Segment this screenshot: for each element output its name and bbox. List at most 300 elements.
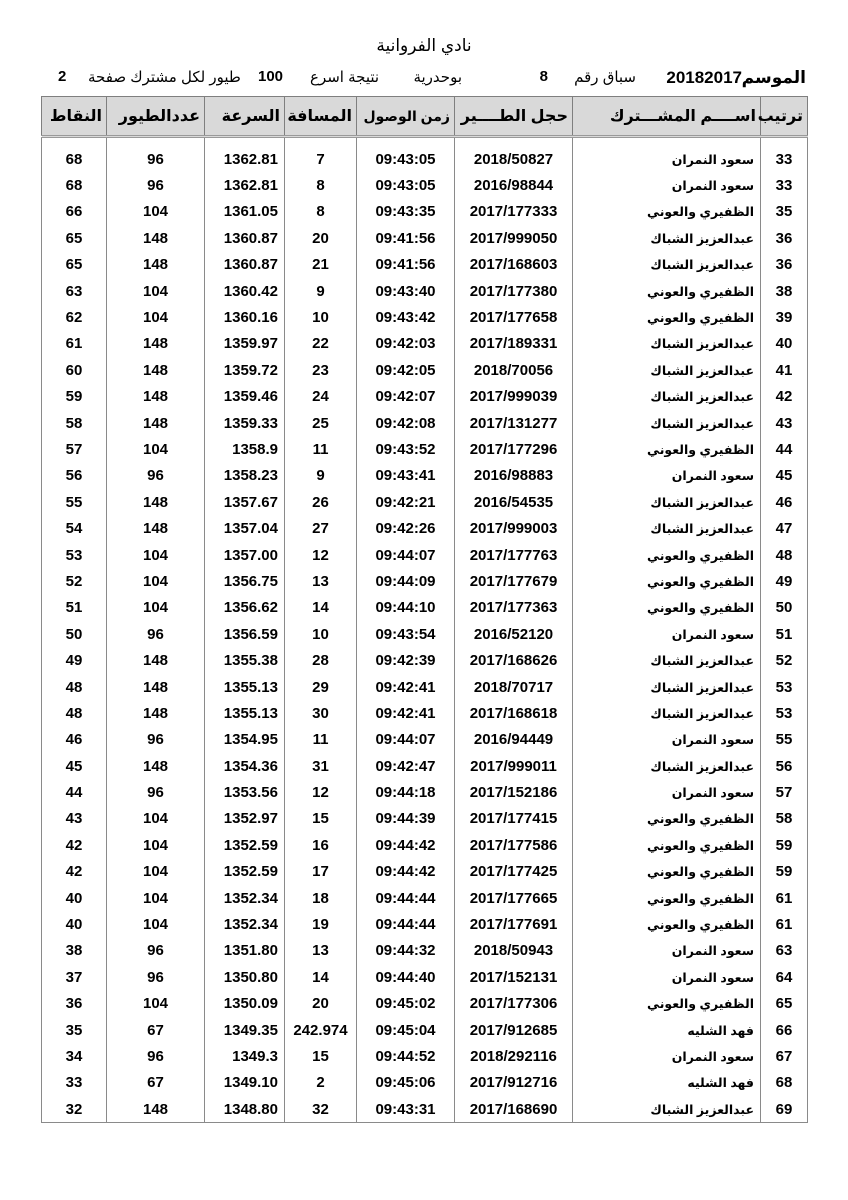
cell-distance: 9 — [285, 463, 357, 489]
column-header-distance: المسافة — [285, 97, 357, 137]
season-label: الموسم — [741, 68, 806, 87]
cell-time: 09:43:40 — [357, 278, 455, 304]
cell-name: عبدالعزيز الشباك — [573, 700, 761, 726]
cell-name: عبدالعزيز الشباك — [573, 753, 761, 779]
cell-time: 09:42:08 — [357, 410, 455, 436]
race-info-row — [40, 68, 806, 90]
cell-birds: 104 — [107, 885, 205, 911]
cell-time: 09:43:35 — [357, 199, 455, 225]
cell-speed: 1360.16 — [205, 304, 285, 330]
cell-speed: 1355.13 — [205, 674, 285, 700]
cell-name: سعود النمران — [573, 779, 761, 805]
cell-birds: 96 — [107, 727, 205, 753]
cell-distance: 10 — [285, 304, 357, 330]
cell-name: الظفيري والعوني — [573, 859, 761, 885]
cell-speed: 1359.46 — [205, 384, 285, 410]
cell-distance: 18 — [285, 885, 357, 911]
cell-speed: 1358.23 — [205, 463, 285, 489]
cell-rank: 59 — [761, 832, 808, 858]
cell-name: الظفيري والعوني — [573, 568, 761, 594]
cell-birds: 104 — [107, 595, 205, 621]
table-row — [42, 515, 808, 541]
cell-birds: 104 — [107, 832, 205, 858]
cell-rank: 50 — [761, 595, 808, 621]
cell-rank: 35 — [761, 199, 808, 225]
cell-name: عبدالعزيز الشباك — [573, 647, 761, 673]
column-header-time: زمن الوصول — [357, 97, 455, 137]
cell-name: عبدالعزيز الشباك — [573, 410, 761, 436]
cell-time: 09:44:42 — [357, 859, 455, 885]
results-body — [42, 137, 808, 1123]
cell-ring: 2017/999039 — [455, 384, 573, 410]
cell-rank: 44 — [761, 436, 808, 462]
cell-rank: 39 — [761, 304, 808, 330]
cell-points: 68 — [42, 146, 107, 172]
cell-ring: 2017/177691 — [455, 911, 573, 937]
cell-points: 36 — [42, 991, 107, 1017]
cell-points: 60 — [42, 357, 107, 383]
cell-points: 46 — [42, 727, 107, 753]
cell-birds: 104 — [107, 199, 205, 225]
cell-speed: 1362.81 — [205, 172, 285, 198]
cell-points: 62 — [42, 304, 107, 330]
cell-distance: 14 — [285, 595, 357, 621]
cell-rank: 42 — [761, 384, 808, 410]
cell-name: سعود النمران — [573, 938, 761, 964]
cell-time: 09:44:10 — [357, 595, 455, 621]
table-row — [42, 463, 808, 489]
cell-birds: 148 — [107, 753, 205, 779]
cell-ring: 2017/177296 — [455, 436, 573, 462]
cell-ring: 2017/912716 — [455, 1070, 573, 1096]
table-row — [42, 331, 808, 357]
cell-birds: 104 — [107, 568, 205, 594]
cell-speed: 1355.38 — [205, 647, 285, 673]
cell-rank: 61 — [761, 911, 808, 937]
cell-rank: 33 — [761, 172, 808, 198]
race-location: بوحدرية — [413, 69, 462, 86]
table-row — [42, 700, 808, 726]
cell-points: 55 — [42, 489, 107, 515]
cell-speed: 1353.56 — [205, 779, 285, 805]
table-row — [42, 146, 808, 172]
cell-birds: 96 — [107, 621, 205, 647]
cell-birds: 96 — [107, 463, 205, 489]
cell-name: عبدالعزيز الشباك — [573, 225, 761, 251]
cell-rank: 55 — [761, 727, 808, 753]
cell-points: 34 — [42, 1043, 107, 1069]
cell-points: 49 — [42, 647, 107, 673]
cell-rank: 59 — [761, 859, 808, 885]
cell-speed: 1350.09 — [205, 991, 285, 1017]
cell-name: الظفيري والعوني — [573, 832, 761, 858]
cell-birds: 104 — [107, 278, 205, 304]
cell-distance: 16 — [285, 832, 357, 858]
cell-birds: 148 — [107, 384, 205, 410]
cell-rank: 46 — [761, 489, 808, 515]
table-row — [42, 199, 808, 225]
table-row — [42, 172, 808, 198]
cell-time: 09:43:54 — [357, 621, 455, 647]
cell-time: 09:42:41 — [357, 674, 455, 700]
cell-name: الظفيري والعوني — [573, 885, 761, 911]
cell-ring: 2017/131277 — [455, 410, 573, 436]
cell-time: 09:44:42 — [357, 832, 455, 858]
cell-speed: 1360.87 — [205, 252, 285, 278]
cell-rank: 36 — [761, 225, 808, 251]
cell-distance: 32 — [285, 1096, 357, 1123]
cell-birds: 104 — [107, 806, 205, 832]
cell-name: سعود النمران — [573, 1043, 761, 1069]
cell-birds: 96 — [107, 1043, 205, 1069]
cell-rank: 45 — [761, 463, 808, 489]
cell-ring: 2017/999050 — [455, 225, 573, 251]
cell-rank: 33 — [761, 146, 808, 172]
column-header-rank: ترتيب — [761, 97, 808, 137]
table-row — [42, 542, 808, 568]
cell-ring: 2017/168626 — [455, 647, 573, 673]
cell-time: 09:42:26 — [357, 515, 455, 541]
cell-time: 09:44:07 — [357, 542, 455, 568]
cell-name: سعود النمران — [573, 964, 761, 990]
cell-time: 09:44:39 — [357, 806, 455, 832]
cell-speed: 1349.10 — [205, 1070, 285, 1096]
season-value: 20182017 — [666, 68, 742, 87]
cell-birds: 148 — [107, 252, 205, 278]
cell-rank: 64 — [761, 964, 808, 990]
cell-time: 09:42:03 — [357, 331, 455, 357]
table-row — [42, 1043, 808, 1069]
cell-ring: 2017/189331 — [455, 331, 573, 357]
cell-ring: 2017/177415 — [455, 806, 573, 832]
cell-rank: 38 — [761, 278, 808, 304]
cell-speed: 1357.00 — [205, 542, 285, 568]
cell-time: 09:45:04 — [357, 1017, 455, 1043]
table-row — [42, 727, 808, 753]
cell-ring: 2017/999011 — [455, 753, 573, 779]
cell-distance: 14 — [285, 964, 357, 990]
cell-distance: 23 — [285, 357, 357, 383]
cell-ring: 2017/168603 — [455, 252, 573, 278]
cell-birds: 148 — [107, 700, 205, 726]
cell-ring: 2017/177586 — [455, 832, 573, 858]
cell-points: 40 — [42, 885, 107, 911]
result-label: نتيجة اسرع — [310, 69, 380, 86]
cell-speed: 1361.05 — [205, 199, 285, 225]
cell-speed: 1351.80 — [205, 938, 285, 964]
table-row — [42, 1017, 808, 1043]
cell-distance: 7 — [285, 146, 357, 172]
cell-name: الظفيري والعوني — [573, 806, 761, 832]
table-header-row — [42, 97, 808, 137]
cell-ring: 2017/168690 — [455, 1096, 573, 1123]
cell-name: الظفيري والعوني — [573, 304, 761, 330]
cell-rank: 68 — [761, 1070, 808, 1096]
cell-time: 09:42:07 — [357, 384, 455, 410]
table-row — [42, 938, 808, 964]
cell-birds: 104 — [107, 859, 205, 885]
cell-birds: 96 — [107, 938, 205, 964]
cell-rank: 65 — [761, 991, 808, 1017]
cell-speed: 1354.36 — [205, 753, 285, 779]
cell-birds: 148 — [107, 1096, 205, 1123]
cell-name: الظفيري والعوني — [573, 278, 761, 304]
cell-points: 56 — [42, 463, 107, 489]
cell-points: 54 — [42, 515, 107, 541]
cell-speed: 1355.13 — [205, 700, 285, 726]
cell-speed: 1349.35 — [205, 1017, 285, 1043]
cell-rank: 67 — [761, 1043, 808, 1069]
cell-time: 09:44:18 — [357, 779, 455, 805]
cell-ring: 2016/52120 — [455, 621, 573, 647]
cell-ring: 2017/152186 — [455, 779, 573, 805]
cell-birds: 96 — [107, 172, 205, 198]
cell-points: 50 — [42, 621, 107, 647]
cell-time: 09:43:31 — [357, 1096, 455, 1123]
cell-ring: 2018/50943 — [455, 938, 573, 964]
cell-ring: 2017/177763 — [455, 542, 573, 568]
cell-distance: 22 — [285, 331, 357, 357]
cell-rank: 53 — [761, 674, 808, 700]
cell-points: 48 — [42, 700, 107, 726]
cell-time: 09:42:41 — [357, 700, 455, 726]
table-row — [42, 859, 808, 885]
cell-distance: 8 — [285, 199, 357, 225]
cell-ring: 2017/999003 — [455, 515, 573, 541]
cell-points: 57 — [42, 436, 107, 462]
results-table — [41, 96, 808, 1123]
cell-time: 09:42:21 — [357, 489, 455, 515]
cell-speed: 1360.87 — [205, 225, 285, 251]
table-row — [42, 1070, 808, 1096]
cell-speed: 1357.04 — [205, 515, 285, 541]
cell-birds: 148 — [107, 515, 205, 541]
cell-time: 09:43:41 — [357, 463, 455, 489]
cell-points: 58 — [42, 410, 107, 436]
cell-distance: 19 — [285, 911, 357, 937]
cell-name: الظفيري والعوني — [573, 436, 761, 462]
cell-points: 42 — [42, 859, 107, 885]
cell-distance: 25 — [285, 410, 357, 436]
cell-speed: 1360.42 — [205, 278, 285, 304]
cell-points: 42 — [42, 832, 107, 858]
cell-rank: 51 — [761, 621, 808, 647]
cell-rank: 52 — [761, 647, 808, 673]
cell-name: سعود النمران — [573, 146, 761, 172]
cell-points: 38 — [42, 938, 107, 964]
cell-name: الظفيري والعوني — [573, 911, 761, 937]
cell-distance: 20 — [285, 991, 357, 1017]
table-row — [42, 252, 808, 278]
cell-speed: 1359.33 — [205, 410, 285, 436]
birds-count: 100 — [258, 68, 284, 85]
cell-points: 53 — [42, 542, 107, 568]
cell-speed: 1352.59 — [205, 832, 285, 858]
cell-birds: 148 — [107, 225, 205, 251]
table-row — [42, 410, 808, 436]
cell-time: 09:41:56 — [357, 252, 455, 278]
cell-points: 48 — [42, 674, 107, 700]
cell-distance: 12 — [285, 779, 357, 805]
cell-ring: 2018/292116 — [455, 1043, 573, 1069]
cell-speed: 1356.59 — [205, 621, 285, 647]
cell-points: 68 — [42, 172, 107, 198]
cell-ring: 2017/177658 — [455, 304, 573, 330]
cell-birds: 148 — [107, 674, 205, 700]
cell-speed: 1362.81 — [205, 146, 285, 172]
cell-speed: 1349.3 — [205, 1043, 285, 1069]
cell-time: 09:44:07 — [357, 727, 455, 753]
cell-distance: 11 — [285, 436, 357, 462]
cell-birds: 104 — [107, 911, 205, 937]
cell-points: 66 — [42, 199, 107, 225]
cell-time: 09:42:39 — [357, 647, 455, 673]
cell-rank: 47 — [761, 515, 808, 541]
cell-birds: 104 — [107, 304, 205, 330]
cell-points: 65 — [42, 225, 107, 251]
table-row — [42, 304, 808, 330]
cell-ring: 2017/177425 — [455, 859, 573, 885]
cell-distance: 20 — [285, 225, 357, 251]
cell-ring: 2016/98844 — [455, 172, 573, 198]
cell-name: عبدالعزيز الشباك — [573, 252, 761, 278]
cell-ring: 2017/152131 — [455, 964, 573, 990]
cell-time: 09:42:05 — [357, 357, 455, 383]
cell-distance: 10 — [285, 621, 357, 647]
cell-ring: 2017/177665 — [455, 885, 573, 911]
club-title: نادي الفروانية — [376, 36, 472, 55]
cell-name: الظفيري والعوني — [573, 991, 761, 1017]
cell-rank: 43 — [761, 410, 808, 436]
header-spacer — [42, 137, 808, 147]
cell-distance: 21 — [285, 252, 357, 278]
cell-rank: 41 — [761, 357, 808, 383]
cell-birds: 148 — [107, 647, 205, 673]
cell-rank: 61 — [761, 885, 808, 911]
cell-speed: 1359.72 — [205, 357, 285, 383]
table-row — [42, 991, 808, 1017]
cell-ring: 2017/177363 — [455, 595, 573, 621]
cell-distance: 24 — [285, 384, 357, 410]
cell-birds: 104 — [107, 542, 205, 568]
cell-time: 09:42:47 — [357, 753, 455, 779]
cell-distance: 15 — [285, 806, 357, 832]
cell-name: عبدالعزيز الشباك — [573, 384, 761, 410]
race-number-label: سباق رقم — [574, 69, 636, 86]
table-row — [42, 753, 808, 779]
table-row — [42, 911, 808, 937]
cell-time: 09:44:44 — [357, 911, 455, 937]
table-row — [42, 568, 808, 594]
cell-ring: 2017/168618 — [455, 700, 573, 726]
table-row — [42, 806, 808, 832]
cell-distance: 13 — [285, 568, 357, 594]
table-row — [42, 384, 808, 410]
cell-time: 09:44:09 — [357, 568, 455, 594]
cell-birds: 67 — [107, 1017, 205, 1043]
cell-distance: 30 — [285, 700, 357, 726]
cell-distance: 15 — [285, 1043, 357, 1069]
cell-ring: 2016/94449 — [455, 727, 573, 753]
cell-rank: 66 — [761, 1017, 808, 1043]
cell-distance: 31 — [285, 753, 357, 779]
cell-ring: 2017/177679 — [455, 568, 573, 594]
cell-rank: 58 — [761, 806, 808, 832]
cell-points: 33 — [42, 1070, 107, 1096]
cell-distance: 242.974 — [285, 1017, 357, 1043]
cell-points: 59 — [42, 384, 107, 410]
cell-points: 52 — [42, 568, 107, 594]
table-row — [42, 436, 808, 462]
cell-distance: 27 — [285, 515, 357, 541]
table-row — [42, 357, 808, 383]
cell-time: 09:44:32 — [357, 938, 455, 964]
cell-name: سعود النمران — [573, 621, 761, 647]
column-header-birds: عددالطيور — [107, 97, 205, 137]
cell-speed: 1350.80 — [205, 964, 285, 990]
cell-points: 45 — [42, 753, 107, 779]
column-header-points: النقاط — [42, 97, 107, 137]
table-row — [42, 779, 808, 805]
cell-points: 63 — [42, 278, 107, 304]
cell-birds: 96 — [107, 146, 205, 172]
cell-time: 09:45:02 — [357, 991, 455, 1017]
cell-birds: 148 — [107, 410, 205, 436]
cell-points: 37 — [42, 964, 107, 990]
cell-name: عبدالعزيز الشباك — [573, 515, 761, 541]
cell-ring: 2018/50827 — [455, 146, 573, 172]
cell-points: 65 — [42, 252, 107, 278]
cell-time: 09:43:52 — [357, 436, 455, 462]
cell-rank: 40 — [761, 331, 808, 357]
cell-birds: 148 — [107, 489, 205, 515]
cell-rank: 69 — [761, 1096, 808, 1123]
cell-distance: 11 — [285, 727, 357, 753]
cell-distance: 13 — [285, 938, 357, 964]
column-header-name: اســــم المشـــترك — [573, 97, 761, 137]
cell-rank: 56 — [761, 753, 808, 779]
cell-name: عبدالعزيز الشباك — [573, 331, 761, 357]
cell-distance: 28 — [285, 647, 357, 673]
cell-time: 09:44:40 — [357, 964, 455, 990]
cell-distance: 12 — [285, 542, 357, 568]
cell-rank: 57 — [761, 779, 808, 805]
cell-speed: 1358.9 — [205, 436, 285, 462]
cell-birds: 104 — [107, 436, 205, 462]
cell-rank: 36 — [761, 252, 808, 278]
cell-ring: 2017/912685 — [455, 1017, 573, 1043]
cell-name: عبدالعزيز الشباك — [573, 1096, 761, 1123]
cell-speed: 1352.59 — [205, 859, 285, 885]
per-participant-label: طيور لكل مشترك صفحة — [88, 69, 241, 86]
cell-ring: 2018/70717 — [455, 674, 573, 700]
table-row — [42, 964, 808, 990]
cell-speed: 1352.34 — [205, 911, 285, 937]
cell-rank: 63 — [761, 938, 808, 964]
cell-name: فهد الشليه — [573, 1017, 761, 1043]
cell-time: 09:44:44 — [357, 885, 455, 911]
cell-birds: 104 — [107, 991, 205, 1017]
column-header-speed: السرعة — [205, 97, 285, 137]
cell-name: عبدالعزيز الشباك — [573, 357, 761, 383]
page-number: 2 — [58, 68, 67, 85]
cell-birds: 67 — [107, 1070, 205, 1096]
cell-speed: 1354.95 — [205, 727, 285, 753]
table-row — [42, 225, 808, 251]
column-header-ring: حجل الطــــير — [455, 97, 573, 137]
cell-speed: 1359.97 — [205, 331, 285, 357]
cell-name: عبدالعزيز الشباك — [573, 674, 761, 700]
